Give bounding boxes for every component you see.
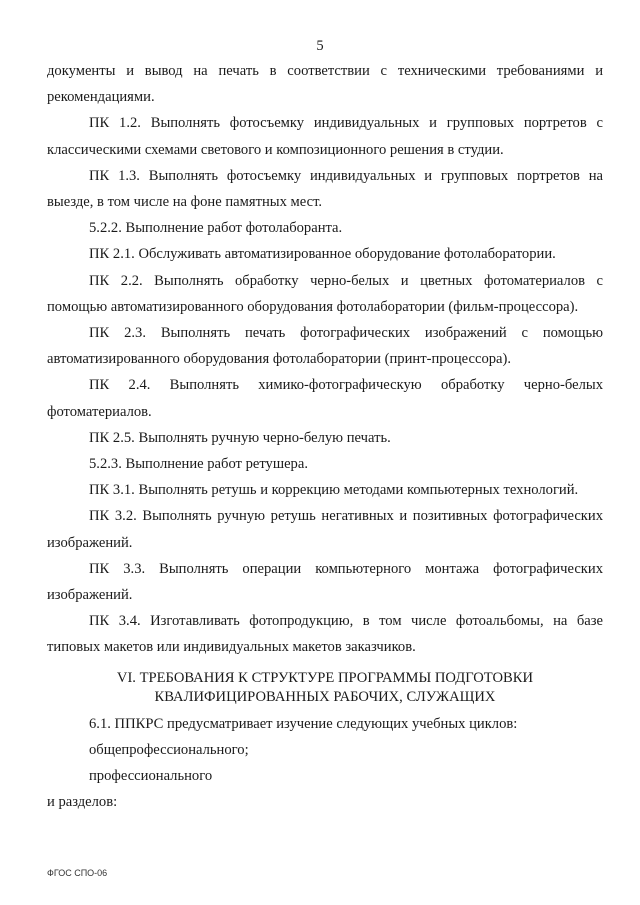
paragraph: ПК 3.2. Выполнять ручную ретушь негативных и позитивных фотографических изображений.: [47, 508, 603, 551]
paragraph: ПК 2.3. Выполнять печать фотографических изображений с помощью автоматизированного оборудования фотолаборатории (принт-процессора).: [47, 325, 603, 368]
page-number: 5: [316, 38, 324, 54]
paragraph: ПК 2.5. Выполнять ручную черно-белую печать.: [89, 429, 391, 446]
section-heading-line-2: КВАЛИФИЦИРОВАННЫХ РАБОЧИХ, СЛУЖАЩИХ: [154, 688, 496, 705]
paragraph: ПК 2.1. Обслуживать автоматизированное оборудование фотолаборатории.: [89, 246, 556, 263]
paragraph: и разделов:: [47, 794, 118, 811]
paragraph: 6.1. ППКРС предусматривает изучение следующих учебных циклов:: [89, 715, 518, 732]
section-heading: [47, 669, 603, 707]
section-heading-line-1: VI. ТРЕБОВАНИЯ К СТРУКТУРЕ ПРОГРАММЫ ПОДГОТОВКИ: [116, 669, 534, 686]
paragraph: ПК 2.4. Выполнять химико-фотографическую обработку черно-белых фотоматериалов.: [47, 377, 603, 420]
document-body: [47, 58, 603, 815]
paragraph: ПК 1.2. Выполнять фотосъемку индивидуальных и групповых портретов с классическими схемами светового и композиционного решения в студии.: [47, 115, 603, 158]
paragraph: 5.2.2. Выполнение работ фотолаборанта.: [89, 220, 343, 237]
paragraph: документы и вывод на печать в соответствии с техническими требованиями и рекомендациями.: [47, 63, 603, 106]
paragraph: общепрофессионального;: [89, 741, 249, 758]
paragraph: ПК 3.4. Изготавливать фотопродукцию, в том числе фотоальбомы, на базе типовых макетов или индивидуальных макетов заказчиков.: [47, 613, 603, 656]
paragraph: ПК 3.1. Выполнять ретушь и коррекцию методами компьютерных технологий.: [89, 482, 579, 499]
paragraph: ПК 3.3. Выполнять операции компьютерного монтажа фотографических изображений.: [47, 560, 603, 604]
paragraph: профессионального: [89, 768, 213, 785]
paragraph: ПК 2.2. Выполнять обработку черно-белых и цветных фотоматериалов с помощью автоматизированного оборудования фотолаборатории (фильм-процессора).: [47, 272, 603, 315]
paragraph: ПК 1.3. Выполнять фотосъемку индивидуальных и групповых портретов на выезде, в том числе на фоне памятных мест.: [47, 167, 603, 211]
paragraph: 5.2.3. Выполнение работ ретушера.: [89, 456, 308, 473]
footer-code: ФГОС СПО-06: [47, 868, 108, 878]
